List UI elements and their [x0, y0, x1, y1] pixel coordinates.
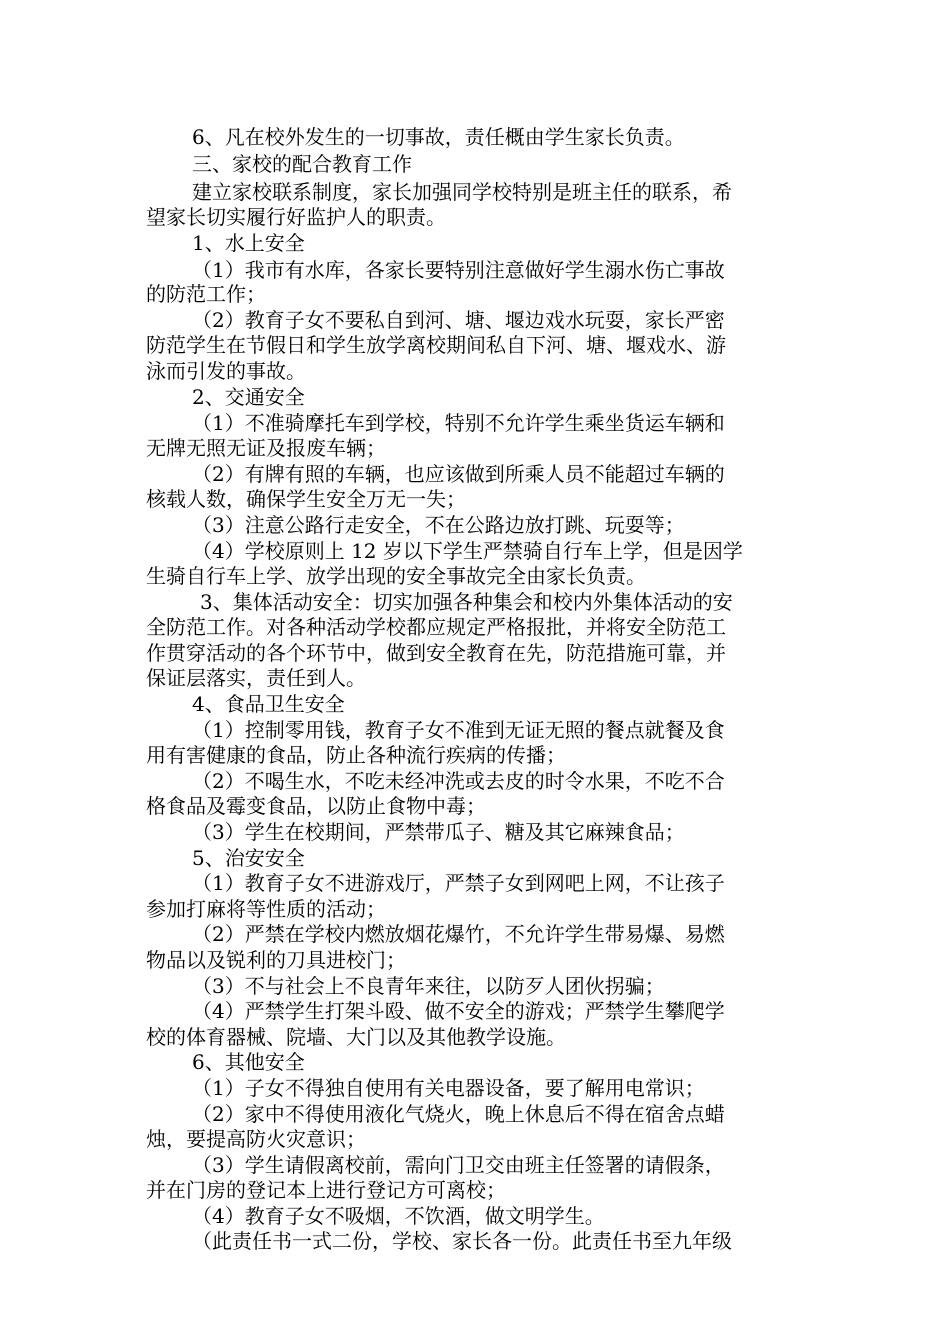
- text-line: （2）教育子女不要私自到河、塘、堰边戏水玩耍，家长严密: [192, 308, 725, 332]
- text-line: 作贯穿活动的各个环节中，做到安全教育在先，防范措施可靠，并: [146, 641, 726, 665]
- text-line: 无牌无照无证及报废车辆；: [146, 436, 386, 460]
- text-line: （1）我市有水库，各家长要特别注意做好学生溺水伤亡事故: [192, 258, 725, 282]
- text-line: 泳而引发的事故。: [146, 359, 306, 383]
- text-line: 核载人数，确保学生安全万无一失；: [146, 487, 466, 511]
- text-line: （3）学生在校期间，严禁带瓜子、糖及其它麻辣食品；: [192, 820, 685, 844]
- text-line: （4）严禁学生打架斗殴、做不安全的游戏；严禁学生攀爬学: [192, 999, 725, 1023]
- text-line: （3）注意公路行走安全，不在公路边放打跳、玩耍等；: [192, 513, 685, 537]
- subsection-heading: 2、交通安全: [192, 385, 305, 409]
- subsection-heading: 5、治安安全: [192, 846, 305, 870]
- text-line: 望家长切实履行好监护人的职责。: [146, 205, 446, 229]
- text-line: 生骑自行车上学、放学出现的安全事故完全由家长负责。: [146, 564, 646, 588]
- text-line: 参加打麻将等性质的活动；: [146, 897, 386, 921]
- text-line: （3）不与社会上不良青年来往，以防歹人团伙拐骗；: [192, 974, 665, 998]
- text-line: （此责任书一式二份，学校、家长各一份。此责任书至九年级: [192, 1229, 732, 1253]
- text-line: （1）控制零用钱，教育子女不准到无证无照的餐点就餐及食: [192, 718, 725, 742]
- text-line: 烛，要提高防火灾意识；: [146, 1127, 366, 1151]
- text-line: （1）教育子女不进游戏厅，严禁子女到网吧上网，不让孩子: [192, 871, 725, 895]
- text-line: 校的体育器械、院墙、大门以及其他教学设施。: [146, 1025, 566, 1049]
- subsection-heading: 1、水上安全: [192, 231, 305, 255]
- text-line: （4）学校原则上 12 岁以下学生严禁骑自行车上学，但是因学: [192, 539, 743, 563]
- text-line: 用有害健康的食品，防止各种流行疾病的传播；: [146, 743, 566, 767]
- text-line: 物品以及锐利的刀具进校门；: [146, 948, 406, 972]
- text-line: 3、集体活动安全：切实加强各种集会和校内外集体活动的安: [200, 590, 733, 614]
- text-line: 防范学生在节假日和学生放学离校期间私自下河、塘、堰戏水、游: [146, 333, 726, 357]
- section-heading: 三、家校的配合教育工作: [192, 152, 412, 176]
- text-line: 6、凡在校外发生的一切事故，责任概由学生家长负责。: [192, 125, 685, 149]
- text-line: （3）学生请假离校前，需向门卫交由班主任签署的请假条，: [192, 1153, 725, 1177]
- text-line: （2）有牌有照的车辆，也应该做到所乘人员不能超过车辆的: [192, 462, 725, 486]
- text-line: （2）严禁在学校内燃放烟花爆竹，不允许学生带易爆、易燃: [192, 922, 725, 946]
- text-line: （4）教育子女不吸烟，不饮酒，做文明学生。: [192, 1204, 605, 1228]
- text-line: （1）子女不得独自使用有关电器设备，要了解用电常识；: [192, 1076, 705, 1100]
- text-line: （1）不准骑摩托车到学校，特别不允许学生乘坐货运车辆和: [192, 411, 725, 435]
- text-line: （2）家中不得使用液化气烧火，晚上休息后不得在宿舍点蜡: [192, 1102, 725, 1126]
- subsection-heading: 6、其他安全: [192, 1050, 305, 1074]
- text-line: 保证层落实，责任到人。: [146, 666, 366, 690]
- text-line: 格食品及霉变食品，以防止食物中毒；: [146, 794, 486, 818]
- text-line: 的防范工作；: [146, 282, 266, 306]
- subsection-heading: 4、食品卫生安全: [192, 692, 345, 716]
- text-line: （2）不喝生水，不吃未经冲洗或去皮的时令水果，不吃不合: [192, 769, 725, 793]
- text-line: 全防范工作。对各种活动学校都应规定严格报批，并将安全防范工: [146, 615, 726, 639]
- text-line: 建立家校联系制度，家长加强同学校特别是班主任的联系，希: [192, 180, 732, 204]
- text-line: 并在门房的登记本上进行登记方可离校；: [146, 1178, 506, 1202]
